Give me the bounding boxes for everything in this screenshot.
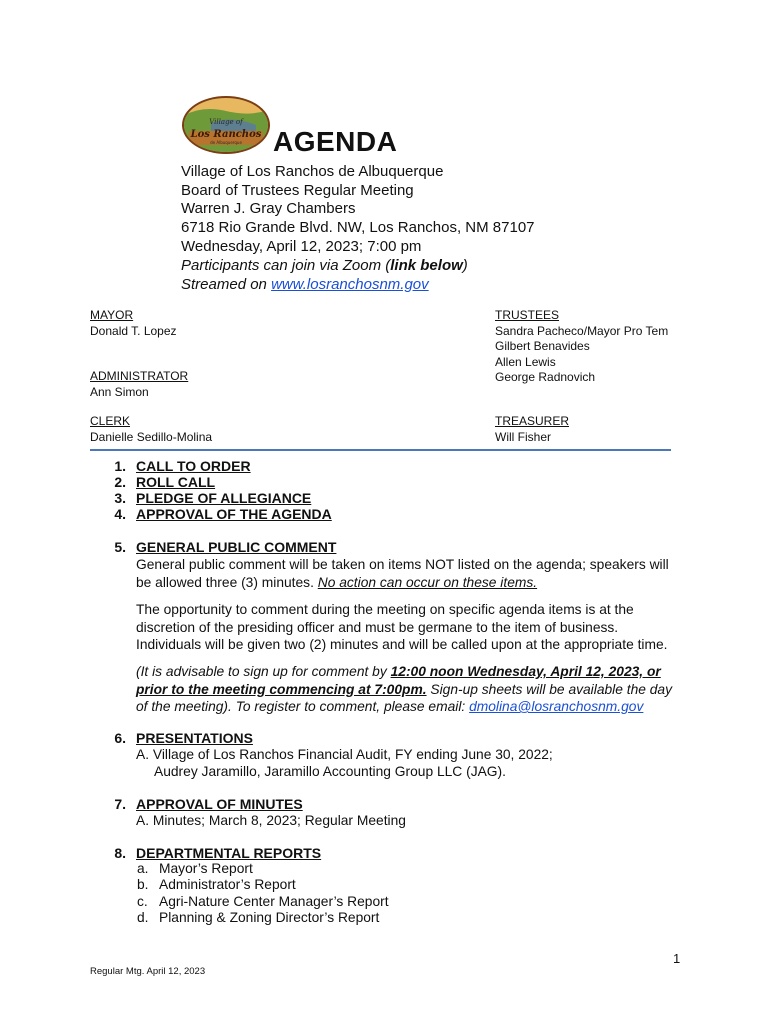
item-number: 1.: [114, 458, 126, 474]
zoom-link-label: link below: [390, 257, 463, 274]
public-comment-paragraph-3: [136, 663, 672, 716]
header-line: Village of Los Ranchos de Albuquerque: [181, 163, 444, 180]
signup-deadline: 12:00 noon Wednesday, April 12, 2023, or: [390, 664, 661, 679]
mayor-block: [90, 308, 177, 339]
paragraph-line: The opportunity to comment during the meeting on specific agenda items is at the: [136, 602, 634, 617]
item-number: 4.: [114, 506, 126, 522]
mayor-label: MAYOR: [90, 308, 134, 322]
paragraph-line: Individuals will be given two (2) minutes and will be called upon at the appropriate time.: [136, 637, 668, 652]
agenda-item-5: [90, 539, 650, 556]
list-item: [137, 894, 389, 910]
divider: [90, 449, 671, 451]
paragraph-line: [136, 663, 672, 681]
item-title: DEPARTMENTAL REPORTS: [136, 845, 322, 861]
public-comment-paragraph-2: [136, 601, 667, 654]
paragraph-line: General public comment will be taken on items NOT listed on the agenda; speakers will: [136, 557, 669, 572]
item-number: 3.: [114, 490, 126, 506]
reports-list: [137, 861, 389, 926]
trustees-label: TRUSTEES: [495, 308, 560, 322]
agenda-item-4: [90, 506, 650, 523]
presentation-line: Audrey Jaramillo, Jaramillo Accounting Group LLC (JAG).: [154, 764, 506, 779]
agenda-item-8: [90, 845, 650, 862]
item-title: APPROVAL OF THE AGENDA: [136, 506, 332, 522]
trustee-name: Gilbert Benavides: [495, 339, 590, 353]
administrator-block: [90, 369, 188, 400]
logo-text-bottom: de Albuquerque: [210, 140, 242, 145]
agenda-item-3: [90, 490, 650, 507]
item-title: CALL TO ORDER: [136, 458, 251, 474]
list-text: Planning & Zoning Director’s Report: [159, 909, 380, 925]
item-title: APPROVAL OF MINUTES: [136, 796, 303, 812]
no-action-note: No action can occur on these items.: [317, 574, 538, 590]
clerk-label: CLERK: [90, 414, 131, 428]
logo-text-main: Los Ranchos: [190, 129, 262, 140]
treasurer-name: Will Fisher: [495, 429, 551, 444]
header-address: 6718 Rio Grande Blvd. NW, Los Ranchos, NM 87107: [181, 219, 535, 236]
treasurer-block: [495, 414, 569, 445]
paragraph-line: [136, 681, 672, 699]
treasurer-label: TREASURER: [495, 414, 570, 428]
item-number: 7.: [114, 796, 126, 812]
paragraph-line: discretion of the presiding officer and must be germane to the item of business.: [136, 619, 619, 635]
list-text: Agri-Nature Center Manager’s Report: [159, 893, 389, 909]
website-link[interactable]: www.losranchosnm.gov: [271, 276, 429, 293]
public-comment-paragraph-1: [136, 556, 669, 591]
list-letter: a.: [137, 861, 149, 876]
zoom-note: [181, 256, 468, 275]
stream-note-text: Streamed on: [181, 276, 272, 293]
page-footer: Regular Mtg. April 12, 2023: [90, 966, 206, 977]
item-number: 2.: [114, 474, 126, 490]
agenda-item-2: [90, 474, 650, 491]
paragraph-line: [136, 698, 672, 716]
stream-note: [181, 275, 429, 294]
mayor-name: Donald T. Lopez: [90, 323, 177, 338]
list-letter: c.: [137, 893, 148, 909]
list-letter: d.: [137, 909, 149, 925]
paragraph-text: be allowed three (3) minutes.: [136, 574, 318, 590]
agenda-item-1: [90, 458, 650, 475]
logo-text-top: Village of: [209, 118, 243, 126]
list-item: [137, 910, 389, 926]
administrator-label: ADMINISTRATOR: [90, 369, 189, 383]
trustees-block: [495, 308, 668, 386]
item-title: PRESENTATIONS: [136, 730, 253, 746]
item-title: GENERAL PUBLIC COMMENT: [136, 539, 337, 555]
item-title: ROLL CALL: [136, 474, 216, 490]
paragraph-text: Sign-up sheets will be available the day: [426, 681, 672, 697]
administrator-name: Ann Simon: [90, 384, 149, 399]
list-text: Administrator’s Report: [159, 877, 296, 893]
item-number: 8.: [114, 845, 126, 861]
page-number: 1: [673, 951, 681, 966]
email-link[interactable]: dmolina@losranchosnm.gov: [469, 699, 644, 714]
zoom-note-text: Participants can join via Zoom (: [181, 257, 391, 274]
zoom-note-close: ): [462, 257, 468, 274]
signup-deadline-cont: prior to the meeting commencing at 7:00pm.: [136, 681, 427, 697]
list-letter: b.: [137, 877, 149, 893]
header-line: Warren J. Gray Chambers: [181, 200, 356, 217]
page-title: AGENDA: [273, 126, 398, 157]
clerk-block: [90, 414, 212, 445]
presentation-line: A. Village of Los Ranchos Financial Audit, FY ending June 30, 2022;: [136, 747, 553, 762]
paragraph-text: of the meeting). To register to comment, please email:: [136, 699, 470, 714]
list-text: Mayor’s Report: [159, 861, 253, 876]
trustee-name: Sandra Pacheco/Mayor Pro Tem: [495, 323, 669, 338]
village-logo: [181, 95, 271, 155]
clerk-name: Danielle Sedillo-Molina: [90, 429, 213, 444]
minutes-line: A. Minutes; March 8, 2023; Regular Meeting: [136, 813, 406, 828]
agenda-item-6: [90, 730, 650, 747]
paragraph-line: [136, 574, 669, 592]
header-line: Board of Trustees Regular Meeting: [181, 182, 414, 199]
item-number: 6.: [114, 730, 126, 746]
list-item: [137, 877, 389, 893]
item-number: 5.: [114, 539, 126, 555]
header-datetime: Wednesday, April 12, 2023; 7:00 pm: [181, 238, 422, 255]
paragraph-text: (It is advisable to sign up for comment by: [136, 664, 391, 679]
item-title: PLEDGE OF ALLEGIANCE: [136, 490, 312, 506]
trustee-name: George Radnovich: [495, 370, 596, 384]
agenda-item-7: [90, 796, 650, 813]
trustee-name: Allen Lewis: [495, 354, 556, 369]
list-item: [137, 861, 389, 877]
